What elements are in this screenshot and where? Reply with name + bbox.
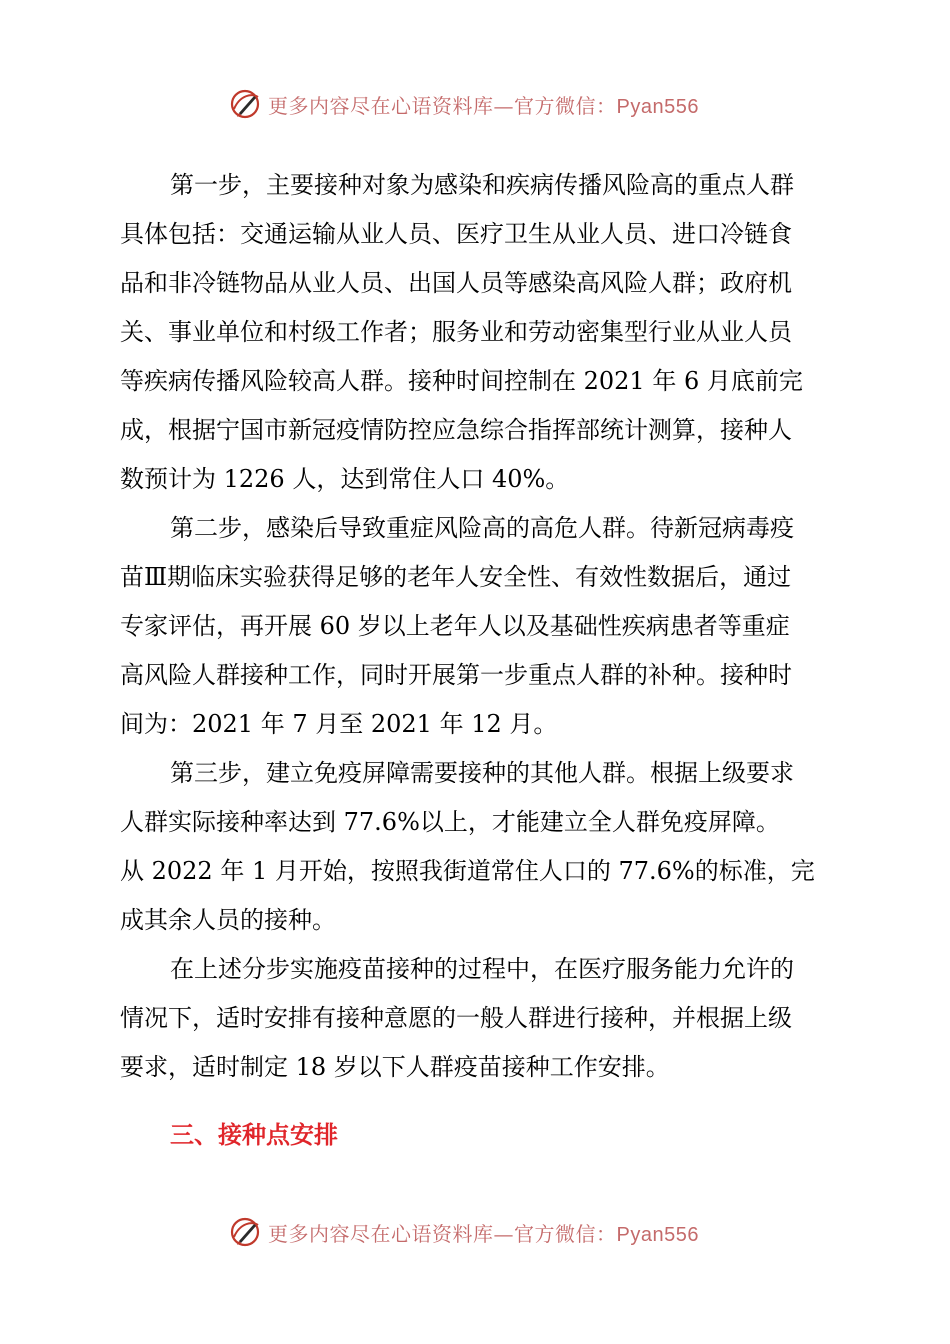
paragraph-step-one <box>120 161 832 504</box>
paragraph-line: 人群实际接种率达到 77.6%以上，才能建立全人群免疫屏障。 <box>120 808 780 836</box>
paragraph-line: 间为：2021 年 7 月至 2021 年 12 月。 <box>120 710 558 738</box>
paragraph-line: 具体包括：交通运输从业人员、医疗卫生从业人员、进口冷链食 <box>120 220 792 248</box>
pen-swirl-logo-icon <box>228 87 262 121</box>
paragraph-step-two <box>120 504 832 749</box>
paragraph-line: 要求，适时制定 18 岁以下人群疫苗接种工作安排。 <box>120 1053 670 1081</box>
paragraph-line: 情况下，适时安排有接种意愿的一般人群进行接种，并根据上级 <box>120 1004 792 1032</box>
pen-swirl-logo-icon <box>228 1215 262 1249</box>
paragraph-line: 在上述分步实施疫苗接种的过程中，在医疗服务能力允许的 <box>170 955 794 983</box>
paragraph-step-three <box>120 749 832 945</box>
paragraph-line: 成其余人员的接种。 <box>120 906 336 934</box>
wechat-id: Pyan556 <box>616 1223 699 1246</box>
paragraph-line: 第三步，建立免疫屏障需要接种的其他人群。根据上级要求 <box>170 759 794 787</box>
banner-text: 更多内容尽在心语资料库—官方微信： <box>268 1221 617 1246</box>
banner-label <box>268 1218 699 1247</box>
paragraph-line: 成，根据宁国市新冠疫情防控应急综合指挥部统计测算，接种人 <box>120 416 792 444</box>
paragraph-line: 高风险人群接种工作，同时开展第一步重点人群的补种。接种时 <box>120 661 792 689</box>
paragraph-line: 关、事业单位和村级工作者；服务业和劳动密集型行业从业人员 <box>120 318 792 346</box>
paragraph-line: 数预计为 1226 人，达到常住人口 40%。 <box>120 465 570 493</box>
paragraph-line: 从 2022 年 1 月开始，按照我街道常住人口的 77.6%的标准，完 <box>120 857 815 885</box>
section-heading: 三、接种点安排 <box>170 1121 338 1149</box>
banner-text: 更多内容尽在心语资料库—官方微信： <box>268 93 617 118</box>
paragraph-line: 品和非冷链物品从业人员、出国人员等感染高风险人群；政府机 <box>120 269 792 297</box>
paragraph-line: 等疾病传播风险较高人群。接种时间控制在 2021 年 6 月底前完 <box>120 367 803 395</box>
banner-label <box>268 90 699 119</box>
paragraph-line: 第二步，感染后导致重症风险高的高危人群。待新冠病毒疫 <box>170 514 794 542</box>
paragraph-line: 专家评估，再开展 60 岁以上老年人以及基础性疾病患者等重症 <box>120 612 790 640</box>
header-watermark-banner <box>228 84 699 124</box>
wechat-id: Pyan556 <box>616 95 699 118</box>
footer-watermark-banner <box>228 1212 699 1252</box>
paragraph-general-population <box>120 945 832 1092</box>
paragraph-line: 第一步，主要接种对象为感染和疾病传播风险高的重点人群 <box>170 171 794 199</box>
document-body <box>120 161 832 1092</box>
paragraph-line: 苗Ⅲ期临床实验获得足够的老年人安全性、有效性数据后，通过 <box>120 563 792 591</box>
